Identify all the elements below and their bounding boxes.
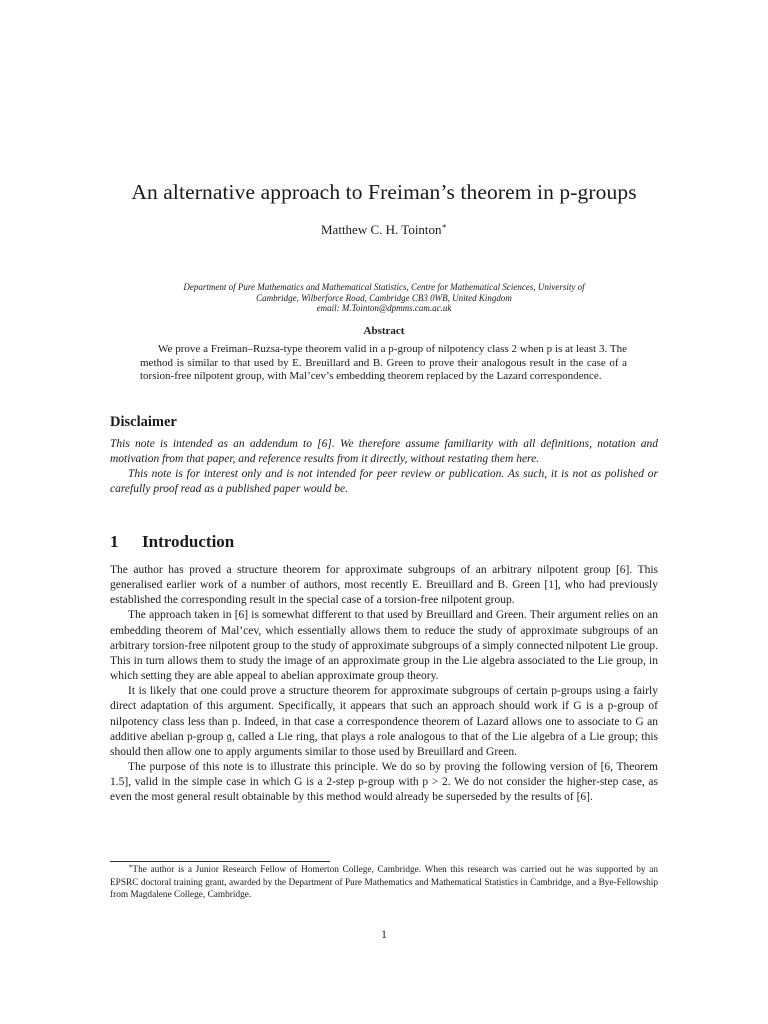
author-footnote-mark: ∗ — [441, 221, 447, 231]
intro-paragraph: The purpose of this note is to illustrate this principle. We do so by proving the following version of [6, Theorem 1.5], valid in the simple case in which G is a 2-step p-group with p > 2. We do not consider the higher-step case, as even the most general result obtainable by this method would already be superseded by the results of [6]. — [110, 761, 658, 804]
affiliation — [118, 282, 650, 314]
footnote — [110, 864, 658, 902]
section-title: Introduction — [142, 532, 235, 551]
disclaimer-heading: Disclaimer — [110, 414, 177, 430]
footnote-text: The author is a Junior Research Fellow of Homerton College, Cambridge. When this research was carried out he was supported by an EPSRC doctoral training grant, awarded by the Department of Pure Mathematics and Mathematical Statistics in Cambridge, and a Bye-Fellowship from Magdalene College, Cambridge. — [110, 865, 658, 900]
section-number: 1 — [110, 532, 119, 551]
paper-title: An alternative approach to Freiman’s theorem in p-groups — [131, 180, 637, 204]
footnote-rule — [110, 861, 330, 862]
author-line — [0, 222, 768, 238]
intro-paragraph: The author has proved a structure theorem for approximate subgroups of an arbitrary nilpotent group [6]. This generalised earlier work of a number of authors, most recently E. Breuillard and B. Green [1], who had previously established the corresponding result in the special case of a torsion-free nilpotent group. — [110, 564, 658, 607]
abstract-text: We prove a Freiman–Ruzsa-type theorem valid in a p-group of nilpotency class 2 when p is at least 3. The method is similar to that used by E. Breuillard and B. Green to prove their analogous result in the case of a torsion-free nilpotent group, with Mal’cev’s embedding theorem replaced by the Lazard correspondence. — [140, 343, 627, 383]
disclaimer-text — [110, 437, 658, 497]
author-name: Matthew C. H. Tointon — [321, 222, 442, 237]
abstract-heading: Abstract — [363, 325, 405, 337]
disclaimer-paragraph: This note is intended as an addendum to [6]. We therefore assume familiarity with all definitions, notation and motivation from that paper, and reference results from it directly, without restating them here. — [110, 438, 658, 465]
intro-paragraph: It is likely that one could prove a structure theorem for approximate subgroups of certain p-groups using a fairly direct adaptation of this argument. Specifically, it appears that such an approach should work if G is a p-group of nilpotency class less than p. Indeed, in that case a correspondence theorem of Lazard allows one to associate to G an additive abelian p-group 𝔤, called a Lie ring, that plays a role analogous to that of the Lie algebra of a Lie group; this should then allow one to apply arguments similar to those used by Breuillard and Green. — [110, 685, 658, 758]
affiliation-line-2: Cambridge, Wilberforce Road, Cambridge CB3 0WB, United Kingdom — [256, 292, 512, 303]
intro-paragraph: The approach taken in [6] is somewhat different to that used by Breuillard and Green. Their argument relies on an embedding theorem of Mal’cev, which essentially allows them to reduce the study of approximate subgroups of an arbitrary torsion-free nilpotent group to the study of approximate subgroups of a simply connected nilpotent Lie group. This in turn allows them to study the image of an approximate group in the Lie algebra associated to the Lie group, in which setting they are able appeal to abelian approximate group theory. — [110, 609, 658, 683]
disclaimer-paragraph: This note is for interest only and is not intended for peer review or publication. As such, it is not as polished or carefully proof read as a published paper would be. — [110, 468, 658, 495]
affiliation-email: email: M.Tointon@dpmms.cam.ac.uk — [316, 303, 452, 313]
page-number: 1 — [381, 929, 387, 941]
affiliation-line-1: Department of Pure Mathematics and Mathematical Statistics, Centre for Mathematical Sciences, University of — [183, 282, 585, 292]
section-heading — [110, 532, 234, 552]
introduction-text — [110, 563, 658, 806]
footnote-mark: ∗ — [128, 862, 133, 870]
